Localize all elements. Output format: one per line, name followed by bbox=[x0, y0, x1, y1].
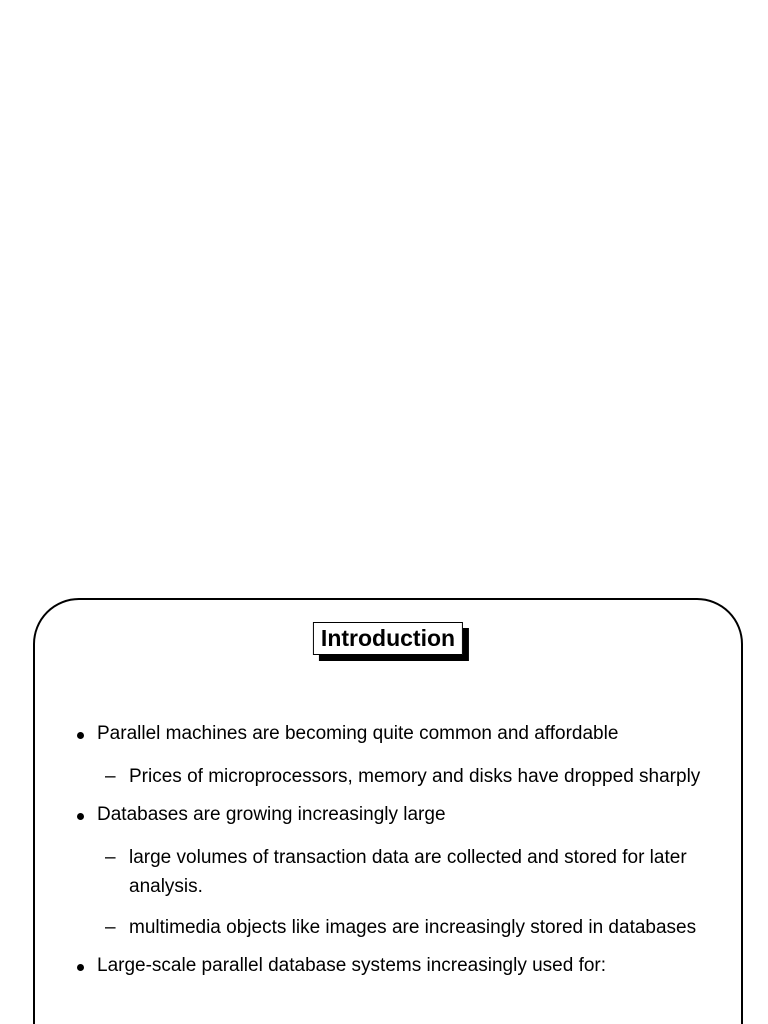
dash-icon: – bbox=[105, 766, 116, 787]
bullet-item bbox=[75, 954, 735, 978]
bullet-dot-icon bbox=[77, 732, 84, 739]
dash-icon: – bbox=[105, 917, 116, 938]
bullet-dot-icon bbox=[77, 964, 84, 971]
sub-bullet-item bbox=[75, 913, 735, 942]
bullet-dot-icon bbox=[77, 813, 84, 820]
bullet-text: Parallel machines are becoming quite common and affordable bbox=[97, 723, 619, 744]
bullet-text: Large-scale parallel database systems increasingly used for: bbox=[97, 955, 607, 976]
bullet-item bbox=[75, 722, 735, 746]
title-box bbox=[313, 622, 463, 655]
sub-bullet-text: multimedia objects like images are increasingly stored in databases bbox=[129, 917, 697, 938]
bullet-item bbox=[75, 803, 735, 827]
slide-frame bbox=[33, 598, 743, 1024]
dash-icon: – bbox=[105, 847, 116, 868]
slide-content bbox=[75, 722, 735, 994]
sub-bullet-text: large volumes of transaction data are collected and stored for later analysis. bbox=[129, 847, 687, 897]
sub-bullet-item bbox=[75, 843, 735, 901]
bullet-text: Databases are growing increasingly large bbox=[97, 804, 446, 825]
sub-bullet-text: Prices of microprocessors, memory and disks have dropped sharply bbox=[129, 766, 701, 787]
sub-bullet-item bbox=[75, 762, 735, 791]
slide-title: Introduction bbox=[313, 622, 463, 655]
